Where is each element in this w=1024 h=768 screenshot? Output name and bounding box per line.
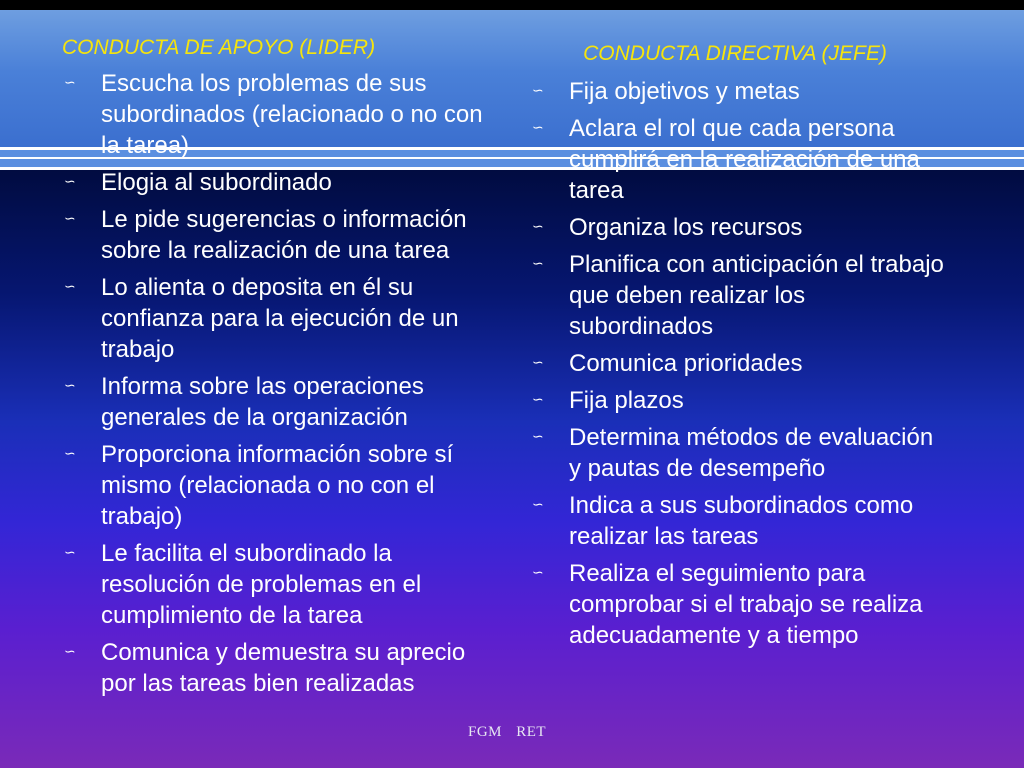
list-item: [62, 371, 492, 433]
support-behavior-list: [62, 68, 492, 699]
list-item: [530, 113, 950, 206]
bullet-icon: ∽: [64, 446, 76, 462]
list-item-text: Lo alienta o deposita en él su confianza para la ejecución de un trabajo: [101, 274, 459, 363]
list-item-text: Escucha los problemas de sus subordinados (relacionado o no con la tarea): [101, 70, 483, 159]
bullet-icon: ∽: [64, 174, 76, 190]
list-item: [62, 272, 492, 365]
list-item: [62, 167, 492, 198]
list-item-text: Proporciona información sobre sí mismo (relacionada o no con el trabajo): [101, 441, 454, 530]
list-item: [530, 422, 950, 484]
list-item-text: Determina métodos de evaluación y pautas de desempeño: [569, 424, 934, 482]
list-item-text: Elogia al subordinado: [101, 169, 332, 196]
list-item-text: Le facilita el subordinado la resolución de problemas en el cumplimiento de la tarea: [101, 540, 422, 629]
bullet-icon: ∽: [532, 219, 544, 235]
list-item: [530, 76, 950, 107]
top-border: [0, 0, 1024, 10]
list-item: [530, 490, 950, 552]
list-item-text: Organiza los recursos: [569, 214, 803, 241]
bullet-icon: ∽: [532, 392, 544, 408]
support-behavior-column: [62, 34, 492, 705]
bullet-icon: ∽: [64, 279, 76, 295]
list-item: [62, 637, 492, 699]
list-item: [530, 385, 950, 416]
list-item-text: Planifica con anticipación el trabajo que deben realizar los subordinados: [569, 251, 944, 340]
list-item-text: Indica a sus subordinados como realizar las tareas: [569, 492, 914, 550]
directive-behavior-heading: CONDUCTA DIRECTIVA (JEFE): [583, 42, 887, 65]
bullet-icon: ∽: [64, 378, 76, 394]
bullet-icon: ∽: [532, 497, 544, 513]
list-item: [530, 558, 950, 651]
list-item: [62, 68, 492, 161]
bullet-icon: ∽: [64, 644, 76, 660]
list-item: [530, 212, 950, 243]
bullet-icon: ∽: [532, 256, 544, 272]
bullet-icon: ∽: [532, 120, 544, 136]
bullet-icon: ∽: [532, 429, 544, 445]
bullet-icon: ∽: [532, 83, 544, 99]
list-item-text: Fija objetivos y metas: [569, 78, 800, 105]
list-item-text: Informa sobre las operaciones generales de la organización: [101, 373, 424, 431]
list-item: [62, 538, 492, 631]
list-item: [530, 249, 950, 342]
directive-behavior-column: [530, 40, 950, 657]
list-item-text: Comunica y demuestra su aprecio por las tareas bien realizadas: [101, 639, 466, 697]
directive-behavior-list: [530, 76, 950, 651]
list-item-text: Realiza el seguimiento para comprobar si el trabajo se realiza adecuadamente y a tiempo: [569, 560, 923, 649]
list-item: [62, 439, 492, 532]
list-item: [530, 348, 950, 379]
bullet-icon: ∽: [64, 75, 76, 91]
list-item-text: Aclara el rol que cada persona cumplirá en la realización de una tarea: [569, 115, 920, 204]
bullet-icon: ∽: [532, 565, 544, 581]
list-item-text: Fija plazos: [569, 387, 684, 414]
list-item: [62, 204, 492, 266]
footer-initials: FGM RET: [468, 724, 547, 740]
bullet-icon: ∽: [64, 211, 76, 227]
list-item-text: Comunica prioridades: [569, 350, 803, 377]
support-behavior-heading: CONDUCTA DE APOYO (LIDER): [62, 36, 376, 59]
bullet-icon: ∽: [64, 545, 76, 561]
list-item-text: Le pide sugerencias o información sobre la realización de una tarea: [101, 206, 467, 264]
bullet-icon: ∽: [532, 355, 544, 371]
